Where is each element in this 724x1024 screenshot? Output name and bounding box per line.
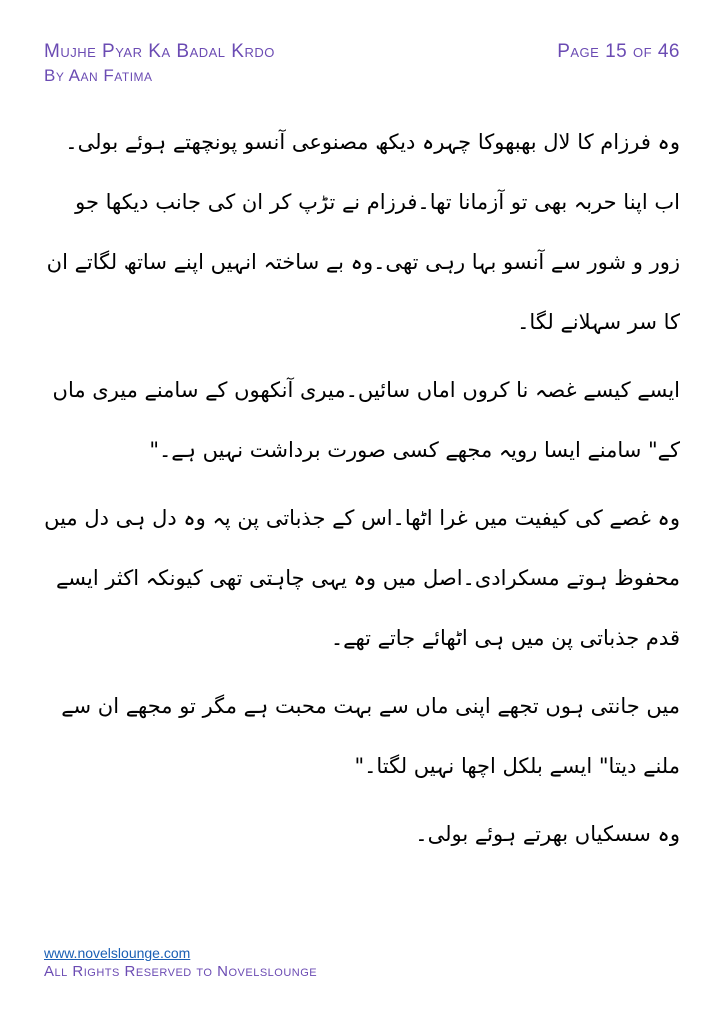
novel-body — [40, 112, 680, 872]
book-title: Mujhe Pyar Ka Badal Krdo — [44, 41, 275, 62]
website-link[interactable]: www.novelslounge.com — [44, 945, 191, 961]
paragraph-1: وہ فرزام کا لال بھبھوکا چہرہ دیکھ مصنوعی آنسو پونچھتے ہوئے بولی۔اب اپنا حربہ بھی تو آزمانا تھا۔فرزام نے تڑپ کر ان کی جانب دیکھا جو زور و شور سے آنسو بہا رہی تھی۔وہ بے ساختہ انہیں اپنے ساتھ لگاتے ان کا سر سہلانے لگا۔ — [46, 130, 680, 334]
author-name: By Aan Fatima — [44, 66, 153, 85]
page-counter: Page 15 of 46 — [557, 41, 680, 62]
page-header — [44, 40, 275, 88]
paragraph-5: وہ سسکیاں بھرتے ہوئے بولی۔ — [415, 822, 680, 846]
paragraph-2: ایسے کیسے غصہ نا کروں اماں سائیں۔میری آنکھوں کے سامنے میری ماں کے" سامنے ایسا رویہ مجھے کسی صورت برداشت نہیں ہے۔" — [52, 378, 680, 462]
page-footer — [44, 944, 317, 982]
paragraph-4: میں جانتی ہوں تجھے اپنی ماں سے بہت محبت ہے مگر تو مجھے ان سے ملنے دیتا" ایسے بلکل اچھا نہیں لگتا۔" — [61, 694, 680, 778]
paragraph-3: وہ غصے کی کیفیت میں غرا اٹھا۔اس کے جذباتی پن پہ وہ دل ہی دل میں محفوظ ہوتے مسکرادی۔اصل میں وہ یہی چاہتی تھی کیونکہ اکثر ایسے قدم جذباتی پن میں ہی اٹھائے جاتے تھے۔ — [44, 506, 680, 650]
copyright-notice: All Rights Reserved to Novelslounge — [44, 963, 318, 980]
